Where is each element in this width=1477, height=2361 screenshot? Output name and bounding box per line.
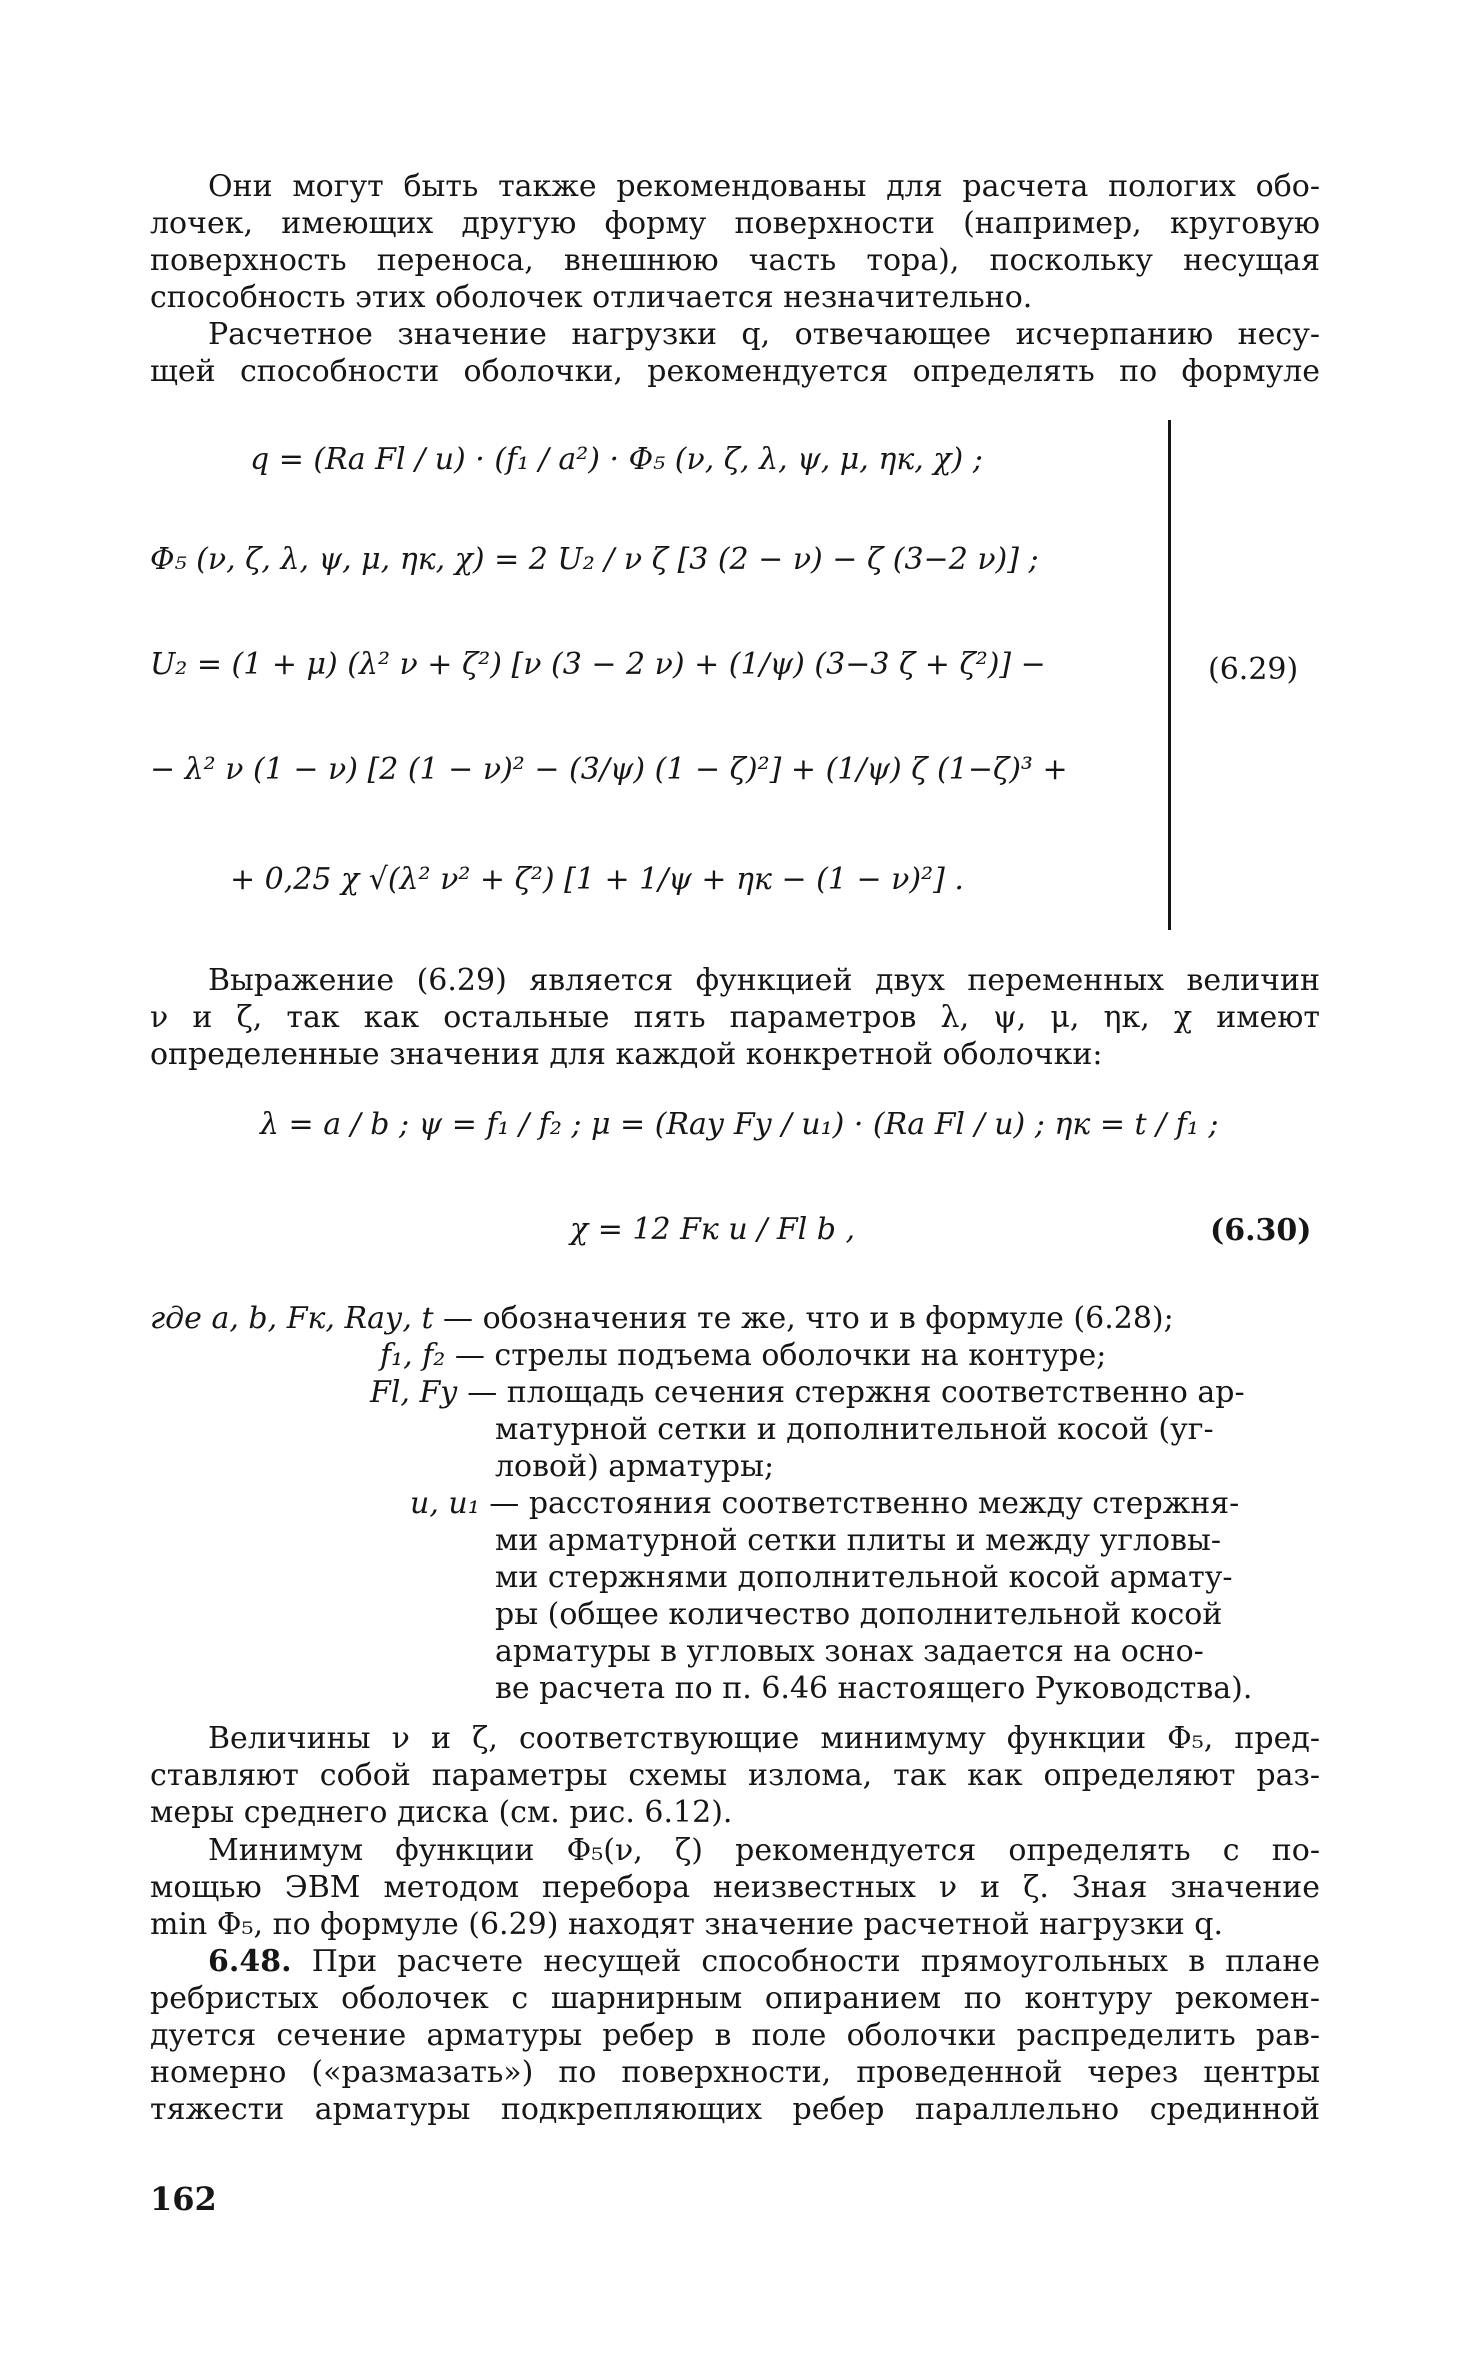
formula-6-29 [150,420,1330,950]
definition-term: f₁, f₂ [380,1338,446,1373]
text-line: ребристых оболочек с шарнирным опиранием по контуру рекомен- [150,1981,1320,2016]
text-line: определенные значения для каждой конкретной оболочки: [150,1037,1103,1072]
definition-row [495,1670,1252,1707]
text-span: При расчете несущей способности прямоугольных в плане [291,1944,1320,1979]
right-brace [1168,420,1171,930]
definition-row [495,1559,1232,1596]
text-line: Они могут быть также рекомендованы для расчета пологих обо- [208,169,1320,204]
text-line: ставляют собой параметры схемы излома, так как определяют раз- [150,1758,1320,1793]
definition-text: ми арматурной сетки плиты и между угловы- [495,1523,1221,1558]
section-number: 6.48. [208,1944,292,1979]
definition-row [495,1411,1214,1448]
formula-line: q = (Rа Fl / u) · (f₁ / a²) · Φ₅ (ν, ζ, λ, ψ, μ, ηк, χ) ; [250,442,983,477]
text-line: Величины ν и ζ, соответствующие минимуму функции Φ₅, пред- [208,1721,1320,1756]
definition-text: матурной сетки и дополнительной косой (уг- [495,1412,1214,1447]
text-line: Выражение (6.29) является функцией двух переменных величин [208,963,1320,998]
text-line: щей способности оболочки, рекомендуется определять по формуле [150,354,1320,389]
paragraph-1 [150,168,1320,316]
definition-text: — расстояния соответственно между стержня- [479,1486,1240,1521]
definition-text: ве расчета по п. 6.46 настоящего Руководства). [495,1671,1253,1706]
paragraph-5 [150,1832,1320,1943]
page-number: 162 [150,2180,217,2218]
formula-line: − λ² ν (1 − ν) [2 (1 − ν)² − (3/ψ) (1 − ζ)²] + (1/ψ) ζ (1−ζ)³ + [150,752,1068,787]
formula-line: + 0,25 χ √(λ² ν² + ζ²) [1 + 1/ψ + ηк − (1 − ν)²] . [230,862,964,897]
definition-text: ловой) арматуры; [495,1449,775,1484]
text-line: дуется сечение арматуры ребер в поле оболочки распределить рав- [150,2018,1320,2053]
definition-text: — обозначения те же, что и в формуле (6.28); [433,1301,1174,1336]
text-line: Расчетное значение нагрузки q, отвечающее исчерпанию несу- [208,317,1320,352]
definition-term: где a, b, Fк, Rау, t [150,1301,434,1336]
definition-text: ры (общее количество дополнительной косой [495,1597,1223,1632]
text-line: мощью ЭВМ методом перебора неизвестных ν и ζ. Зная значение [150,1870,1320,1905]
paragraph-4 [150,1720,1320,1831]
equation-number: (6.30) [1210,1213,1312,1248]
definition-row [495,1522,1221,1559]
paragraph-3 [150,962,1320,1073]
definition-row [370,1374,1245,1411]
formula-line: Φ₅ (ν, ζ, λ, ψ, μ, ηк, χ) = 2 U₂ / ν ζ [3 (2 − ν) − ζ (3−2 ν)] ; [150,542,1039,577]
text-line: поверхность переноса, внешнюю часть тора), поскольку несущая [150,243,1320,278]
definition-row [410,1485,1239,1522]
formula-line: U₂ = (1 + μ) (λ² ν + ζ²) [ν (3 − 2 ν) + (1/ψ) (3−3 ζ + ζ²)] − [150,647,1046,682]
text-line: тяжести арматуры подкрепляющих ребер параллельно срединной [150,2092,1320,2127]
definition-text: — площадь сечения стержня соответственно ар- [457,1375,1245,1410]
paragraph-6 [150,1943,1320,2128]
paragraph-2 [150,316,1320,390]
text-line: лочек, имеющих другую форму поверхности (например, круговую [150,206,1320,241]
definition-text: арматуры в угловых зонах задается на осно- [495,1634,1204,1669]
formula-6-30 [150,1085,1330,1285]
text-line: min Φ₅, по формуле (6.29) находят значение расчетной нагрузки q. [150,1907,1224,1942]
formula-line: χ = 12 Fк u / Fl b , [570,1212,856,1247]
definition-text: — стрелы подъема оболочки на контуре; [445,1338,1107,1373]
definition-row [150,1300,1174,1337]
definition-row [380,1337,1106,1374]
text-line: Минимум функции Φ₅(ν, ζ) рекомендуется определять с по- [208,1833,1320,1868]
definition-row [495,1633,1204,1670]
formula-line: λ = a / b ; ψ = f₁ / f₂ ; μ = (Rау Fу / u₁) · (Rа Fl / u) ; ηк = t / f₁ ; [260,1107,1219,1142]
definition-term: u, u₁ [410,1486,480,1521]
equation-number: (6.29) [1208,652,1299,687]
text-line: способность этих оболочек отличается незначительно. [150,280,1033,315]
text-line: номерно («размазать») по поверхности, проведенной через центры [150,2055,1320,2090]
text-line: ν и ζ, так как остальные пять параметров λ, ψ, μ, ηк, χ имеют [150,1000,1320,1035]
text-line [150,1943,1320,1980]
definition-term: Fl, Fу [370,1375,458,1410]
definition-row [495,1596,1222,1633]
definition-text: ми стержнями дополнительной косой армату- [495,1560,1233,1595]
text-line: меры среднего диска (см. рис. 6.12). [150,1795,733,1830]
definition-row [495,1448,774,1485]
symbol-definitions [150,1300,1320,1706]
